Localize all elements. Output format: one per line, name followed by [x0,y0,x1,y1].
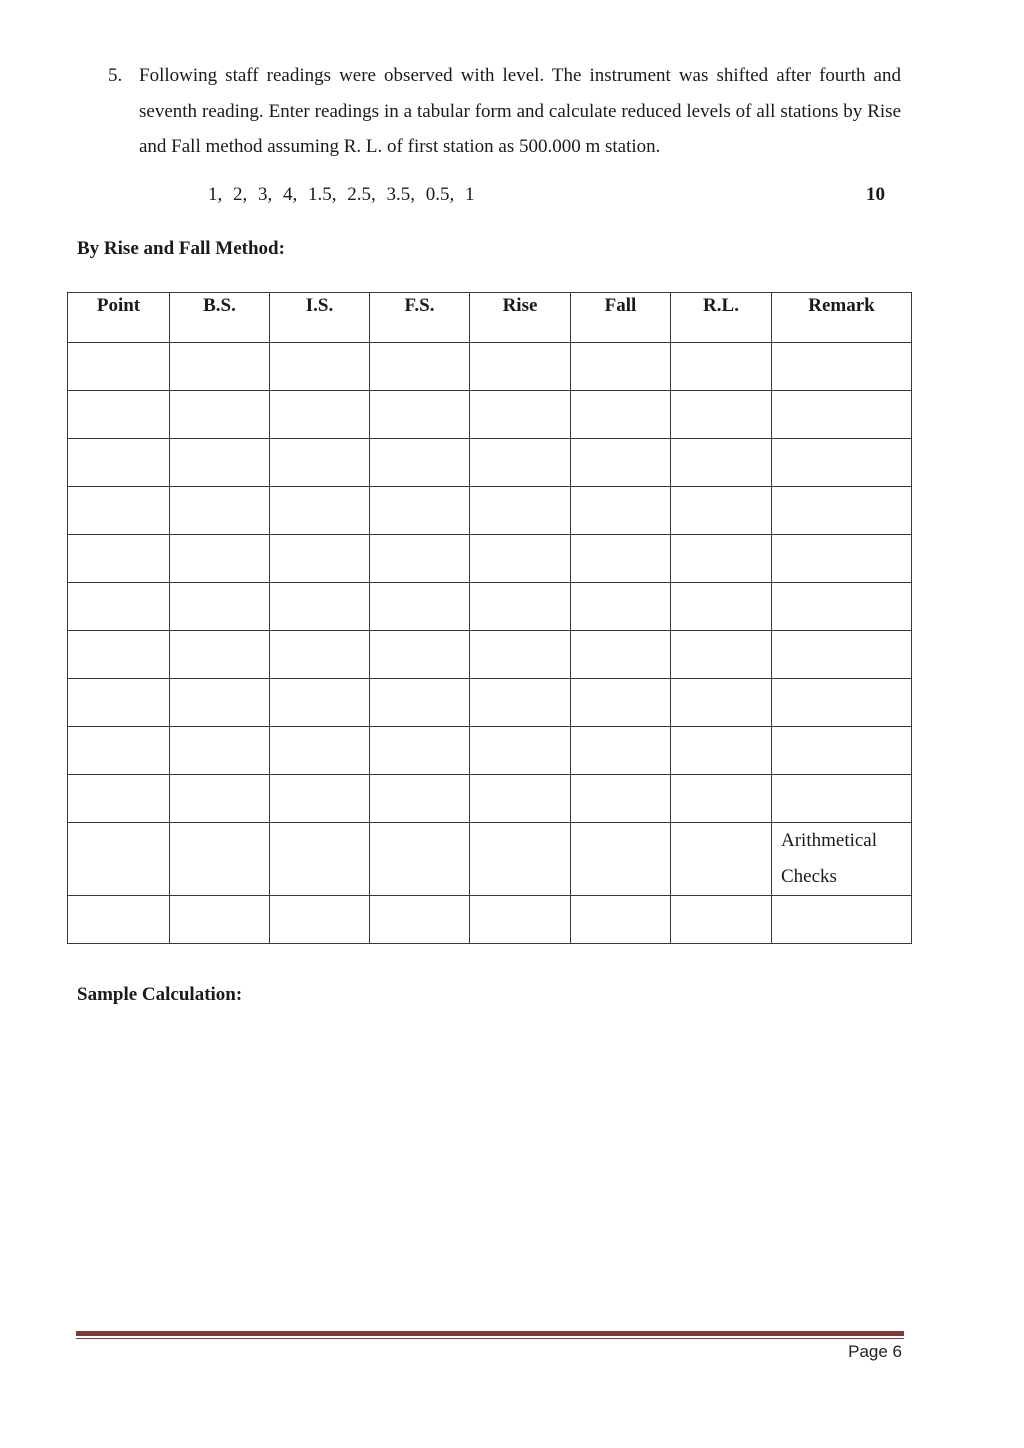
table-cell [270,727,370,775]
table-cell [671,343,772,391]
table-cell [772,535,912,583]
table-cell [68,343,170,391]
table-cell [571,535,671,583]
table-cell [671,487,772,535]
table-cell [470,439,571,487]
remark-cell-checks [772,823,912,896]
table-cell [671,775,772,823]
table-cell [772,439,912,487]
table-cell [170,391,270,439]
table-cell [772,631,912,679]
table-cell [68,727,170,775]
table-cell [170,727,270,775]
table-cell [68,487,170,535]
remark-line-1: Arithmetical [781,830,878,851]
table-cell [270,439,370,487]
question-block [108,58,901,165]
table-cell [470,896,571,944]
table-row [68,487,912,535]
table-cell [470,679,571,727]
header-is: I.S. [270,293,370,343]
table-cell [370,343,470,391]
table-cell [470,535,571,583]
table-cell [671,727,772,775]
table-cell [571,343,671,391]
table-cell [571,391,671,439]
table-row [68,439,912,487]
table-cell [270,823,370,896]
table-cell [470,343,571,391]
table-cell [270,631,370,679]
table-cell [571,487,671,535]
table-cell [772,896,912,944]
sample-calculation-heading: Sample Calculation: [77,984,243,1005]
table-cell [671,823,772,896]
table-cell [270,775,370,823]
table-cell [772,343,912,391]
table-cell [470,487,571,535]
table-cell [370,775,470,823]
table-cell [270,896,370,944]
table-header-row [68,293,912,343]
table-cell [772,727,912,775]
table-cell [571,775,671,823]
table-row [68,679,912,727]
header-rise: Rise [470,293,571,343]
table-cell [270,391,370,439]
table-cell [470,583,571,631]
table-body [68,343,912,944]
arithmetical-check-row [68,823,912,896]
table-cell [772,775,912,823]
table-cell [170,343,270,391]
table-cell [772,487,912,535]
table-cell [370,679,470,727]
table-cell [671,439,772,487]
table-cell [671,583,772,631]
staff-readings: 1, 2, 3, 4, 1.5, 2.5, 3.5, 0.5, 1 [208,184,475,205]
table-row [68,391,912,439]
table-cell [68,583,170,631]
table-cell [270,487,370,535]
table-row [68,631,912,679]
table-cell [370,583,470,631]
table-cell [370,631,470,679]
remark-line-2: Checks [781,866,837,887]
table-cell [270,343,370,391]
table-cell [571,631,671,679]
table-cell [571,896,671,944]
table-cell [370,535,470,583]
table-cell [370,727,470,775]
table-cell [671,679,772,727]
table-cell [170,775,270,823]
table-cell [370,391,470,439]
table-cell [68,896,170,944]
page-number: Page 6 [848,1342,902,1361]
header-rl: R.L. [671,293,772,343]
table-cell [571,823,671,896]
table-cell [370,439,470,487]
table-cell [370,487,470,535]
table-cell [68,391,170,439]
table-cell [170,487,270,535]
table-cell [270,583,370,631]
table-cell [270,535,370,583]
table-cell [470,391,571,439]
table-cell [170,896,270,944]
table-cell [270,679,370,727]
table-cell [68,631,170,679]
table-cell [170,439,270,487]
header-bs: B.S. [170,293,270,343]
footer-rule-thick [76,1331,904,1336]
table-cell [571,727,671,775]
table-row [68,727,912,775]
question-number: 5. [108,65,123,86]
table-cell [68,823,170,896]
table-row [68,775,912,823]
table-row [68,535,912,583]
table-cell [571,439,671,487]
table-cell [772,391,912,439]
table-cell [772,679,912,727]
table-cell [68,775,170,823]
table-cell [68,439,170,487]
table-cell [370,896,470,944]
table-row [68,896,912,944]
table-cell [470,823,571,896]
table-cell [68,535,170,583]
table-cell [170,679,270,727]
table-cell [571,679,671,727]
table-cell [470,727,571,775]
table-cell [470,631,571,679]
table-cell [470,775,571,823]
table-cell [671,391,772,439]
table-cell [370,823,470,896]
footer-rule-thin [76,1338,904,1339]
header-fall: Fall [571,293,671,343]
table-cell [170,583,270,631]
table-cell [671,896,772,944]
question-marks: 10 [866,184,885,205]
table-cell [772,583,912,631]
rise-fall-table [67,292,912,944]
table-cell [671,535,772,583]
table-cell [170,631,270,679]
table-cell [170,535,270,583]
table-cell [68,679,170,727]
table-row [68,343,912,391]
table-cell [170,823,270,896]
table-cell [671,631,772,679]
question-text: Following staff readings were observed with level. The instrument was shifted after fourth and seventh reading. Enter readings in a tabular form and calculate reduced levels of all stations by Rise and Fall method assuming R. L. of first station as 500.000 m station. [139,65,901,157]
header-remark: Remark [772,293,912,343]
header-fs: F.S. [370,293,470,343]
table-row [68,583,912,631]
header-point: Point [68,293,170,343]
table-cell [571,583,671,631]
method-heading: By Rise and Fall Method: [77,238,285,259]
